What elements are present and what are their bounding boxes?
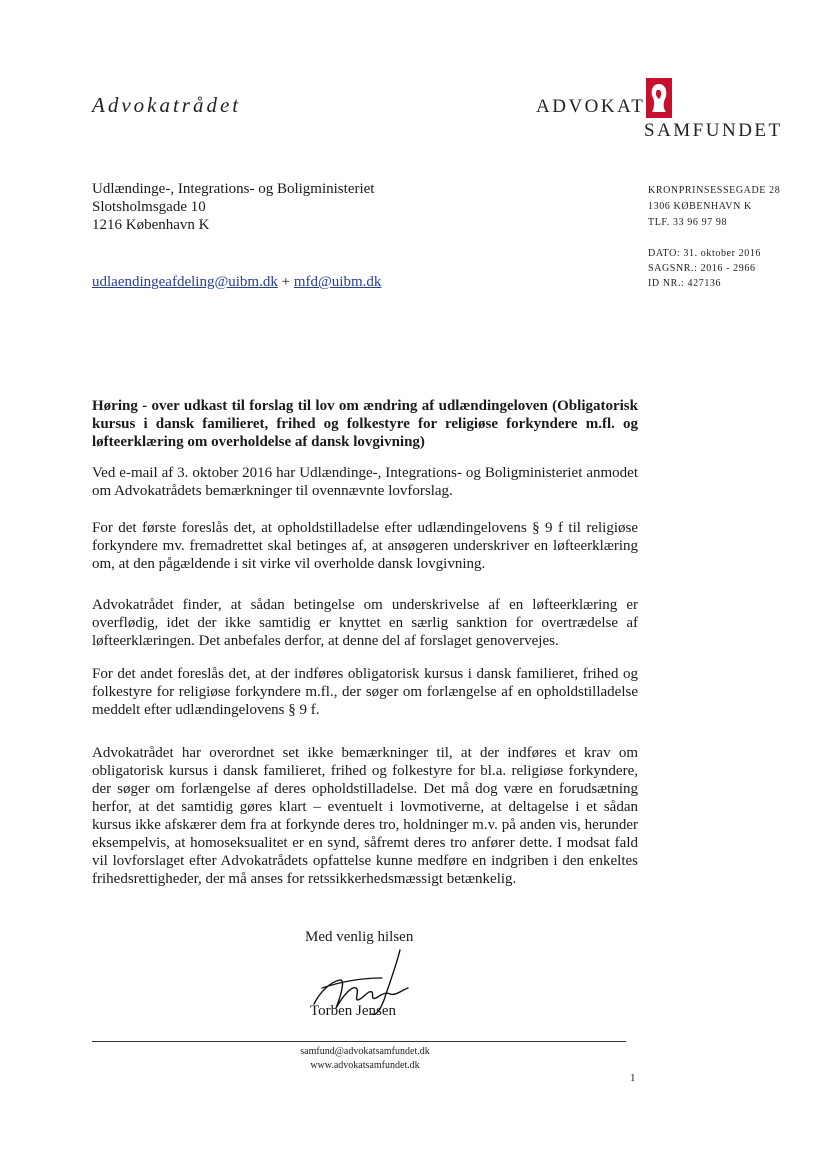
paragraph-4: For det andet foreslås det, at der indføres obligatorisk kursus i dansk familieret, frihed og folkestyre for religiøse forkyndere m.fl., der søger om forlængelse af en opholdstilladelse meddelt efter udlændingelovens § 9 f. <box>92 666 638 718</box>
footer-website <box>0 1060 730 1071</box>
paragraph-3: Advokatrådet finder, at sådan betingelse om underskrivelse af en løfteerklæring er overflødig, idet der ikke samtidig er knyttet en særlig sanktion for overtrædelse af løfteerklæringen. Det anbefales derfor, at denne del af forslaget genovervejes. <box>92 597 638 649</box>
brand-advokatradet: Advokatrådet <box>92 93 242 117</box>
logo-text-top: ADVOKAT <box>536 96 646 117</box>
letter-meta <box>648 246 761 291</box>
page-number: 1 <box>630 1072 636 1084</box>
logo-text-bottom: SAMFUNDET <box>644 120 783 141</box>
advokatsamfundet-logo <box>536 78 786 148</box>
email-separator: + <box>281 274 291 290</box>
sender-city: 1306 KØBENHAVN K <box>648 201 752 212</box>
letter-title: Høring - over udkast til forslag til lov om ændring af udlændingeloven (Obligatorisk kursus i dansk familieret, frihed og folkestyre for religiøse forkyndere m.fl. og løfteerklæring om overholdelse af dansk lovgivning) <box>92 398 638 450</box>
logo-emblem-icon <box>646 78 672 118</box>
footer-divider <box>92 1041 626 1042</box>
recipient-address <box>92 180 374 234</box>
paragraph-1: Ved e-mail af 3. oktober 2016 har Udlændinge-, Integrations- og Boligministeriet anmodet om Advokatrådets bemærkninger til ovennævnte lovforslag. <box>92 465 638 499</box>
email-link-secondary[interactable]: mfd@uibm.dk <box>293 274 382 290</box>
footer-email-text[interactable]: samfund@advokatsamfundet.dk <box>300 1046 430 1057</box>
paragraph-5: Advokatrådet har overordnet set ikke bemærkninger til, at der indføres et krav om obligatorisk kursus i dansk familieret, frihed og folkestyre for bl.a. religiøse forkyndere, der søger om forlængelse af deres opholdstilladelse. Det må dog være en forudsætning herfor, at det samtidig gøres klart – eventuelt i lovmotiverne, at deltagelse i et sådan kursus ikke afskærer dem fra at forkynde deres tro, holdninger m.v. på anden vis, herunder eksempelvis, at homoseksualitet er en synd, såfremt deres tro anfører dette. I modsat fald vil lovforslaget efter Advokatrådets opfattelse kunne medføre en indgriben i den enkeltes frihedsrettigheder, der må anses for retssikkerhedsmæssigt betænkelig. <box>92 745 638 887</box>
footer-website-text[interactable]: www.advokatsamfundet.dk <box>310 1060 420 1071</box>
sender-street: KRONPRINSESSEGADE 28 <box>648 185 781 196</box>
recipient-street: Slotsholmsgade 10 <box>92 199 206 215</box>
sender-phone: TLF. 33 96 97 98 <box>648 217 728 228</box>
footer-email <box>0 1046 730 1057</box>
id-number: ID NR.: 427136 <box>648 278 722 289</box>
recipient-name: Udlændinge-, Integrations- og Boligministeriet <box>92 181 375 197</box>
recipient-city: 1216 København K <box>92 217 210 233</box>
email-link-primary[interactable]: udlaendingeafdeling@uibm.dk <box>92 274 278 290</box>
recipient-emails <box>92 274 381 291</box>
sender-address <box>648 183 780 231</box>
paragraph-2: For det første foreslås det, at opholdstilladelse efter udlændingelovens § 9 f til religiøse forkyndere mv. fremadrettet skal betinges af, at ansøgeren underskriver en løfteerklæring om, at den pågældende i sit virke vil overholde dansk lovgivning. <box>92 520 638 572</box>
closing-greeting: Med venlig hilsen <box>305 929 414 945</box>
letter-date: DATO: 31. oktober 2016 <box>648 248 762 259</box>
case-number: SAGSNR.: 2016 - 2966 <box>648 263 756 274</box>
signer-name: Torben Jensen <box>310 1003 397 1019</box>
